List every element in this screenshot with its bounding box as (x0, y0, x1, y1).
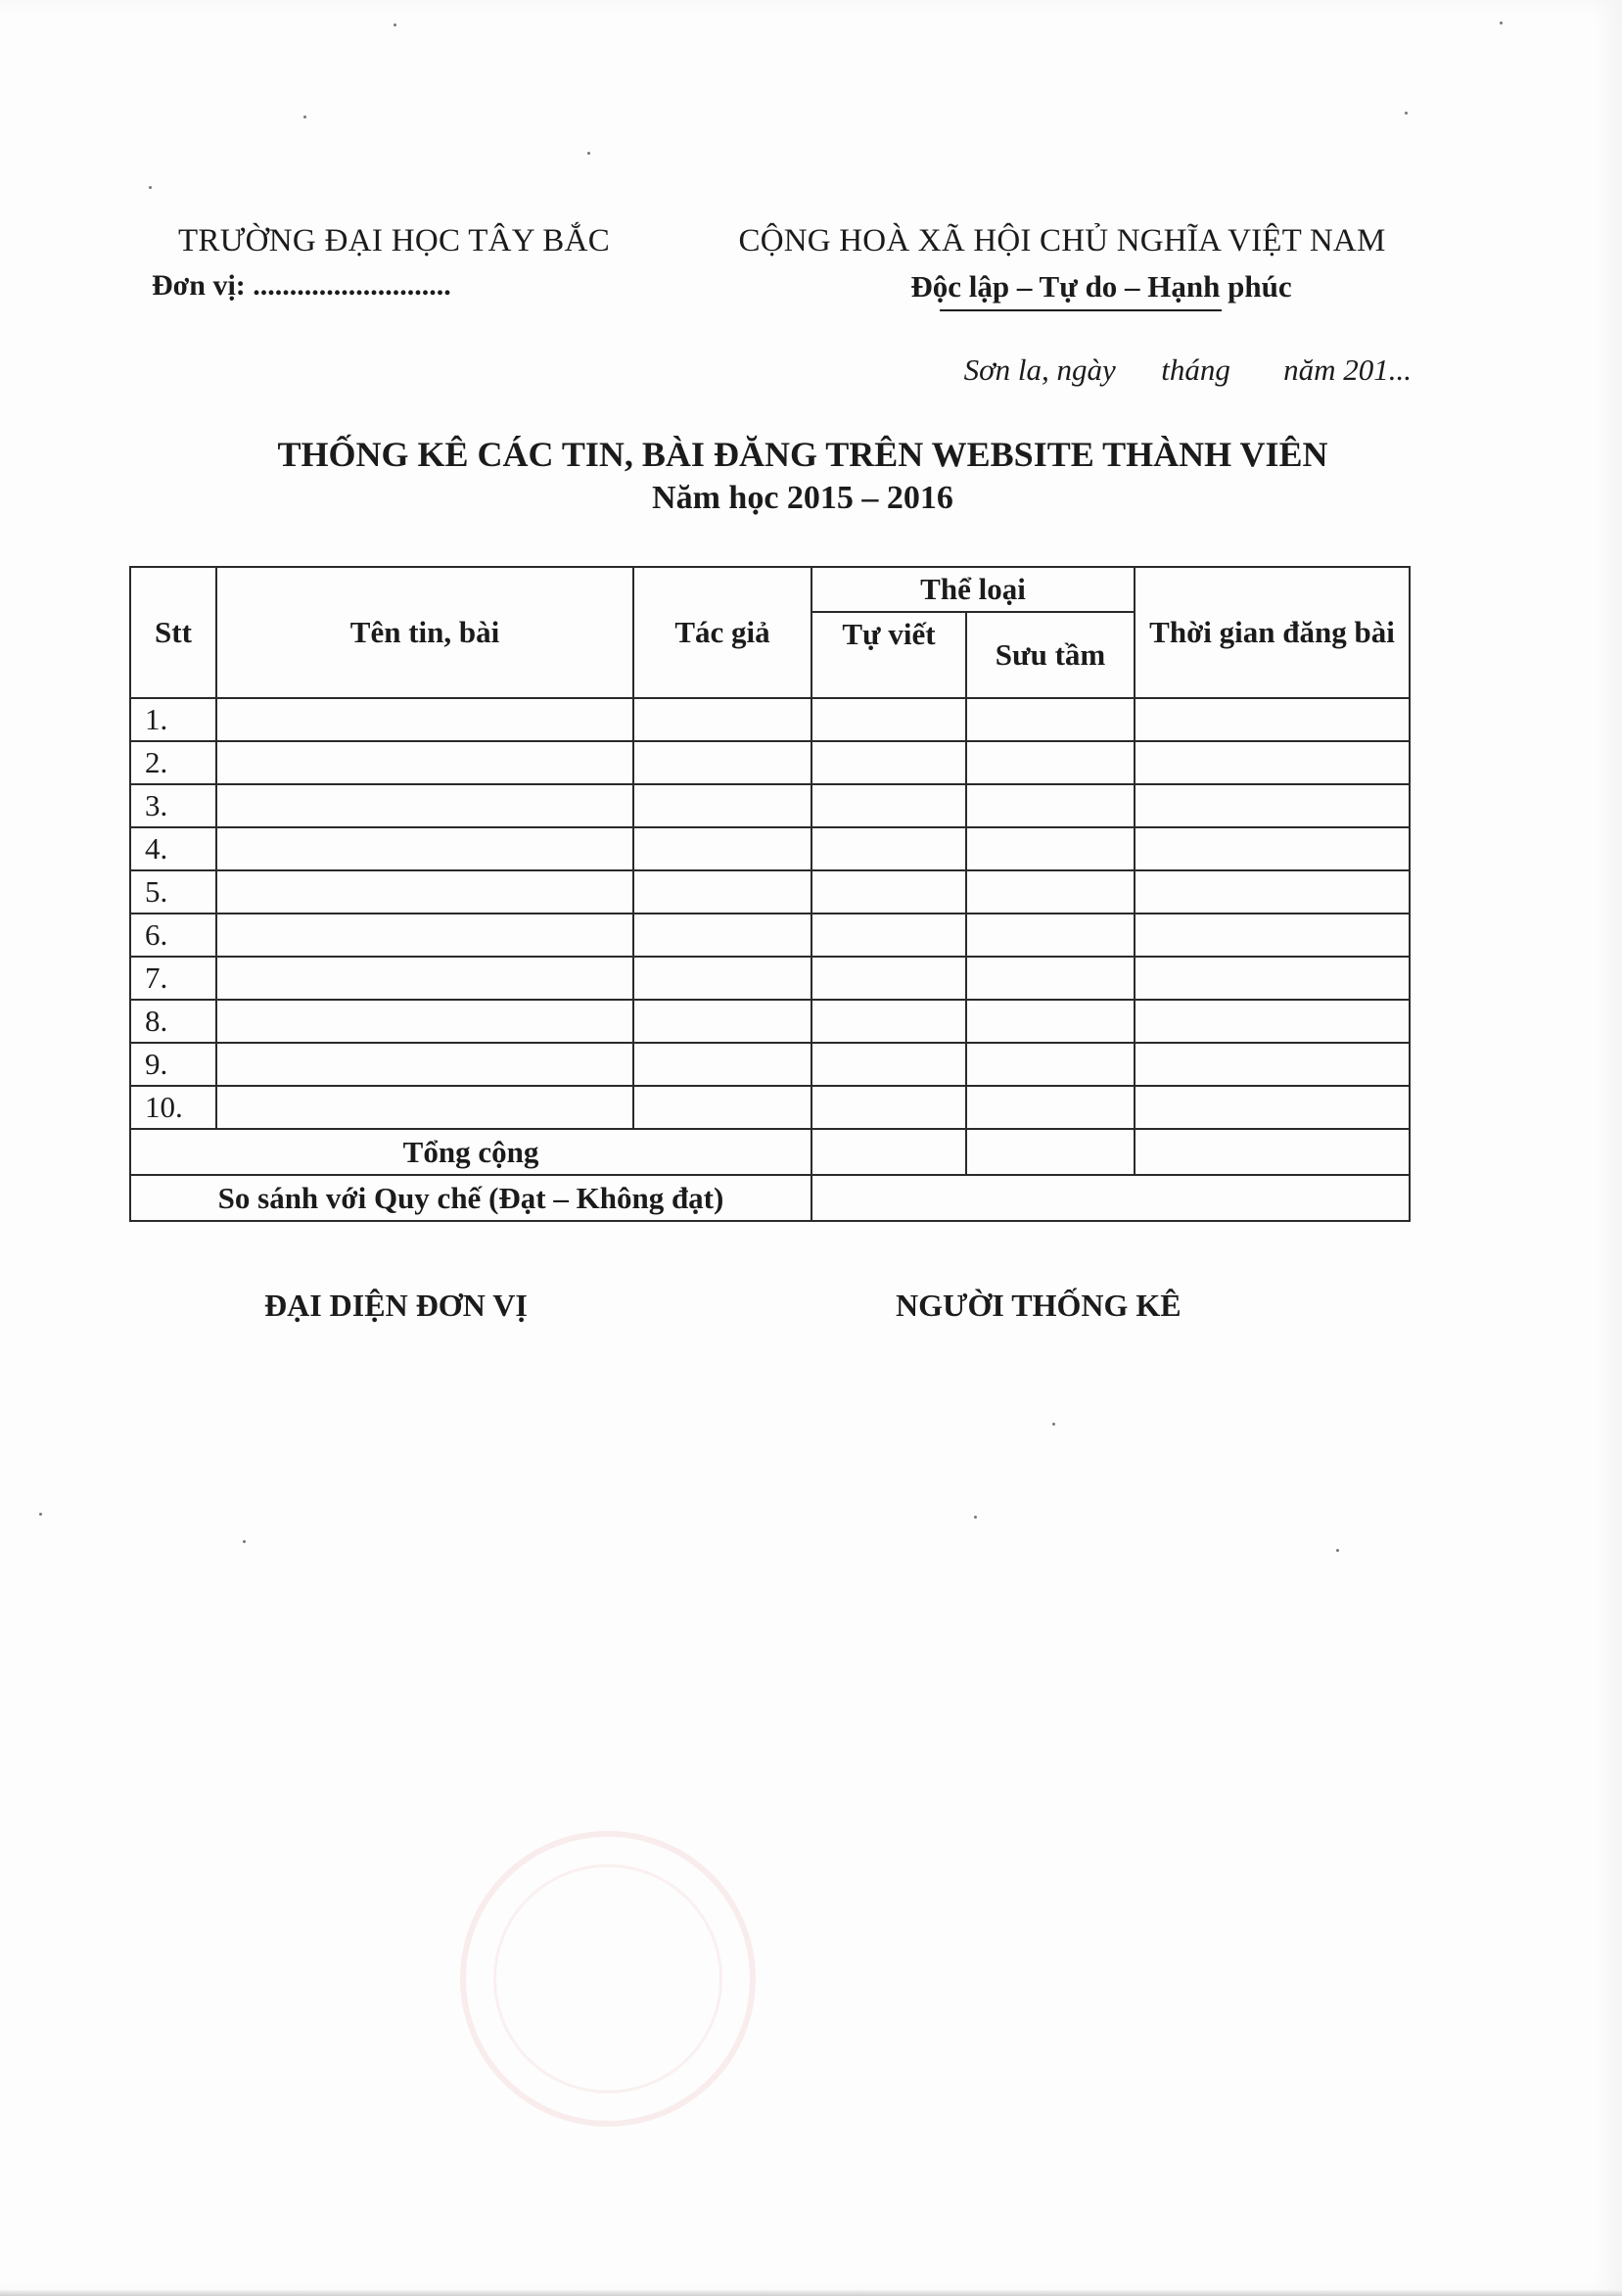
cell-collected[interactable] (966, 784, 1135, 827)
cell-collected[interactable] (966, 1043, 1135, 1086)
republic-name: CỘNG HOÀ XÃ HỘI CHỦ NGHĨA VIỆT NAM (738, 223, 1386, 258)
table-row (130, 870, 1410, 914)
table-row (130, 957, 1410, 1000)
header-post-time: Thời gian đăng bài (1135, 567, 1410, 698)
total-collected[interactable] (966, 1129, 1135, 1175)
scan-speck (1052, 1423, 1055, 1426)
stats-table (129, 566, 1411, 1222)
cell-author[interactable] (633, 1000, 811, 1043)
cell-author[interactable] (633, 957, 811, 1000)
cell-title[interactable] (216, 1000, 633, 1043)
cell-author[interactable] (633, 914, 811, 957)
cell-author[interactable] (633, 741, 811, 784)
scan-speck (1500, 22, 1503, 24)
cell-post-time[interactable] (1135, 741, 1410, 784)
scan-speck (303, 116, 306, 118)
table-row (130, 1043, 1410, 1086)
compare-result[interactable] (811, 1175, 1410, 1221)
header-author: Tác giả (633, 567, 811, 698)
cell-post-time[interactable] (1135, 914, 1410, 957)
header-right (685, 223, 1439, 305)
table-row (130, 784, 1410, 827)
header-stt: Stt (130, 567, 216, 698)
cell-collected[interactable] (966, 914, 1135, 957)
faded-stamp-icon (460, 1831, 756, 2127)
motto-underline (940, 309, 1222, 311)
motto: Độc lập – Tự do – Hạnh phúc (910, 269, 1292, 304)
document-title: THỐNG KÊ CÁC TIN, BÀI ĐĂNG TRÊN WEBSITE THÀNH VIÊN (277, 435, 1328, 474)
cell-post-time[interactable] (1135, 698, 1410, 741)
cell-author[interactable] (633, 870, 811, 914)
cell-self-written[interactable] (811, 741, 966, 784)
cell-self-written[interactable] (811, 957, 966, 1000)
cell-self-written[interactable] (811, 914, 966, 957)
header-category: Thể loại (811, 567, 1135, 612)
table-row (130, 827, 1410, 870)
header-collected: Sưu tầm (966, 612, 1135, 698)
row-number: 1. (130, 698, 216, 741)
cell-post-time[interactable] (1135, 870, 1410, 914)
cell-post-time[interactable] (1135, 957, 1410, 1000)
row-number: 7. (130, 957, 216, 1000)
scan-speck (39, 1513, 42, 1516)
scan-speck (394, 23, 396, 26)
row-number: 10. (130, 1086, 216, 1129)
cell-author[interactable] (633, 784, 811, 827)
cell-post-time[interactable] (1135, 784, 1410, 827)
total-label: Tổng cộng (130, 1129, 811, 1175)
scan-speck (1336, 1549, 1339, 1552)
row-number: 8. (130, 1000, 216, 1043)
school-name: TRƯỜNG ĐẠI HỌC TÂY BẮC (177, 223, 611, 258)
cell-post-time[interactable] (1135, 1086, 1410, 1129)
scan-speck (243, 1540, 246, 1543)
cell-post-time[interactable] (1135, 827, 1410, 870)
cell-author[interactable] (633, 698, 811, 741)
statistician-label: NGƯỜI THỐNG KÊ (896, 1288, 1182, 1323)
table-row (130, 698, 1410, 741)
compare-label: So sánh với Quy chế (Đạt – Không đạt) (130, 1175, 811, 1221)
cell-title[interactable] (216, 1086, 633, 1129)
unit-line: Đơn vị: ........................... (152, 269, 451, 302)
cell-collected[interactable] (966, 957, 1135, 1000)
table-row (130, 914, 1410, 957)
table-row (130, 741, 1410, 784)
row-number: 9. (130, 1043, 216, 1086)
cell-post-time[interactable] (1135, 1043, 1410, 1086)
unit-representative-label: ĐẠI DIỆN ĐƠN VỊ (264, 1288, 528, 1323)
cell-self-written[interactable] (811, 1043, 966, 1086)
cell-title[interactable] (216, 784, 633, 827)
compare-row (130, 1175, 1410, 1221)
header-self-written: Tự viết (811, 612, 966, 698)
cell-collected[interactable] (966, 827, 1135, 870)
table-row (130, 1000, 1410, 1043)
date-line: Sơn la, ngày tháng năm 201... (963, 352, 1412, 387)
scan-speck (974, 1516, 977, 1519)
cell-self-written[interactable] (811, 870, 966, 914)
page-bottom-edge (0, 2290, 1622, 2296)
header-title: Tên tin, bài (216, 567, 633, 698)
scan-speck (1405, 112, 1408, 115)
table-row (130, 1086, 1410, 1129)
cell-self-written[interactable] (811, 827, 966, 870)
cell-collected[interactable] (966, 741, 1135, 784)
total-post-time[interactable] (1135, 1129, 1410, 1175)
cell-collected[interactable] (966, 698, 1135, 741)
scan-speck (149, 186, 152, 189)
cell-title[interactable] (216, 914, 633, 957)
row-number: 5. (130, 870, 216, 914)
cell-title[interactable] (216, 957, 633, 1000)
cell-title[interactable] (216, 827, 633, 870)
cell-collected[interactable] (966, 1000, 1135, 1043)
cell-title[interactable] (216, 870, 633, 914)
cell-post-time[interactable] (1135, 1000, 1410, 1043)
cell-self-written[interactable] (811, 1000, 966, 1043)
row-number: 4. (130, 827, 216, 870)
cell-self-written[interactable] (811, 698, 966, 741)
total-row (130, 1129, 1410, 1175)
cell-author[interactable] (633, 827, 811, 870)
cell-author[interactable] (633, 1086, 811, 1129)
cell-title[interactable] (216, 741, 633, 784)
cell-self-written[interactable] (811, 784, 966, 827)
cell-self-written[interactable] (811, 1086, 966, 1129)
row-number: 2. (130, 741, 216, 784)
document-subtitle: Năm học 2015 – 2016 (652, 480, 953, 516)
cell-collected[interactable] (966, 870, 1135, 914)
row-number: 6. (130, 914, 216, 957)
cell-collected[interactable] (966, 1086, 1135, 1129)
row-number: 3. (130, 784, 216, 827)
cell-title[interactable] (216, 698, 633, 741)
cell-author[interactable] (633, 1043, 811, 1086)
cell-title[interactable] (216, 1043, 633, 1086)
scan-speck (587, 152, 590, 155)
total-self-written[interactable] (811, 1129, 966, 1175)
header-left (152, 223, 661, 303)
